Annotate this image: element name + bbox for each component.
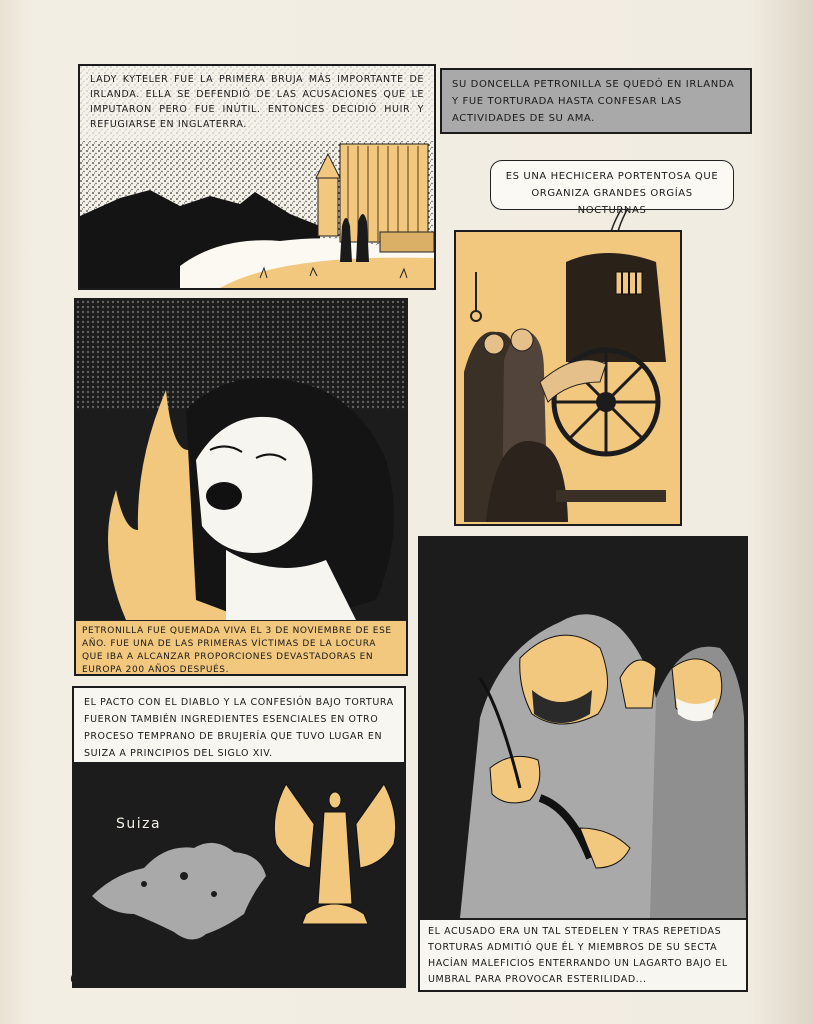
caption-pact-with-devil: EL PACTO CON EL DIABLO Y LA CONFESIÓN BAJO TORTURA FUERON TAMBIÉN INGREDIENTES ESENCIALES EN OTRO PROCESO TEMPRANO DE BRUJERÍA QUE TUVO LUGAR EN SUIZA A PRINCIPIOS DEL SIGLO XIV. (74, 688, 404, 764)
caption-lady-kyteler: LADY KYTELER FUE LA PRIMERA BRUJA MÁS IMPORTANTE DE IRLANDA. ELLA SE DEFENDIÓ DE LAS ACUSACIONES QUE LE IMPUTARON PERO FUE INÚTIL. ENTONCES DECIDIÓ HUIR Y REFUGIARSE EN INGLATERRA. (90, 74, 424, 130)
panel-hooded-figures (418, 536, 748, 992)
torture-wheel-art (456, 232, 680, 524)
caption-petronilla-stayed: SU DONCELLA PETRONILLA SE QUEDÓ EN IRLANDA Y FUE TORTURADA HASTA CONFESAR LAS ACTIVIDADES DE SU AMA. (440, 68, 752, 134)
caption-stedelen: EL ACUSADO ERA UN TAL STEDELEN Y TRAS REPETIDAS TORTURAS ADMITIÓ QUE ÉL Y MIEMBROS DE SU SECTA HACÍAN MALEFICIOS ENTERRANDO UN LAGARTO BAJO EL UMBRAL PARA PROVOCAR ESTERILIDAD... (420, 918, 746, 990)
page-number: 6 (70, 972, 78, 986)
panel-switzerland (72, 686, 406, 988)
burning-woman-art (76, 300, 406, 674)
caption-petronilla-burned: PETRONILLA FUE QUEMADA VIVA EL 3 DE NOVIEMBRE DE ESE AÑO. FUE UNA DE LAS PRIMERAS VÍCTIMAS DE LA LOCURA QUE IBA A ALCANZAR PROPORCIONES DEVASTADORAS EN EUROPA 200 AÑOS DESPUÉS. (76, 620, 406, 674)
hooded-monks-art (420, 538, 746, 918)
panel-petronilla-burning (74, 298, 408, 676)
panel-lady-kyteler (78, 64, 436, 290)
speech-bubble-accusation: ES UNA HECHICERA PORTENTOSA QUE ORGANIZA GRANDES ORGÍAS NOCTURNAS (490, 160, 734, 210)
switzerland-map-demon-art (74, 764, 404, 986)
panel-torture-scene (454, 230, 682, 526)
map-label-suiza: Suiza (116, 816, 162, 832)
